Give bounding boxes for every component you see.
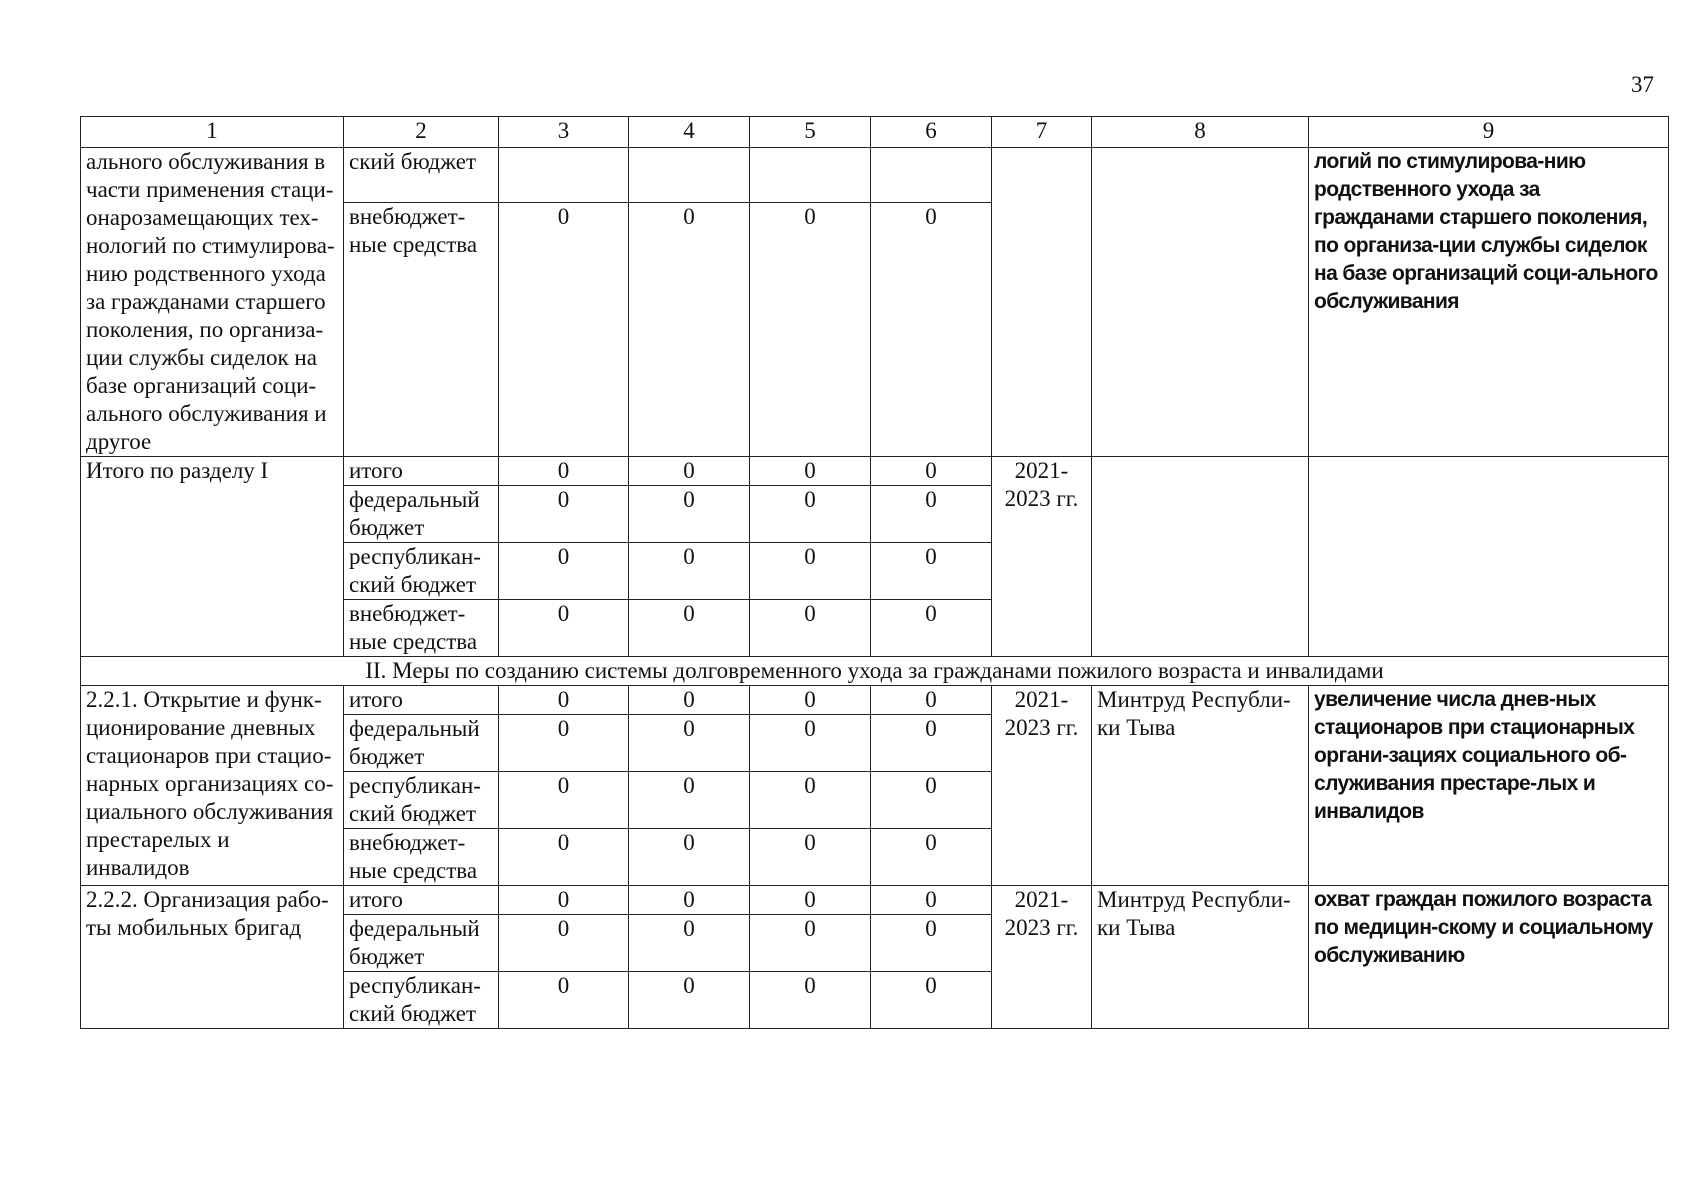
- funding-source-cell: федеральный бюджет: [344, 486, 499, 543]
- value-cell: 0: [499, 600, 629, 657]
- executor-cell: Минтруд Республи-ки Тыва: [1092, 886, 1309, 1029]
- value-cell: [499, 148, 629, 203]
- result-cell: [1309, 457, 1669, 657]
- value-cell: 0: [629, 886, 750, 915]
- funding-source-cell: республикан-ский бюджет: [344, 772, 499, 829]
- value-cell: 0: [750, 886, 871, 915]
- value-cell: 0: [871, 886, 992, 915]
- value-cell: 0: [871, 972, 992, 1029]
- value-cell: 0: [750, 543, 871, 600]
- value-cell: 0: [750, 203, 871, 457]
- value-cell: 0: [871, 915, 992, 972]
- header-cell: 5: [750, 117, 871, 148]
- value-cell: 0: [629, 829, 750, 886]
- value-cell: 0: [499, 915, 629, 972]
- value-cell: 0: [499, 972, 629, 1029]
- value-cell: 0: [629, 772, 750, 829]
- value-cell: 0: [629, 486, 750, 543]
- value-cell: 0: [629, 203, 750, 457]
- value-cell: 0: [629, 543, 750, 600]
- value-cell: 0: [871, 600, 992, 657]
- period-cell: 2021-2023 гг.: [992, 886, 1092, 1029]
- funding-source-cell: ский бюджет: [344, 148, 499, 203]
- value-cell: 0: [629, 972, 750, 1029]
- page-number: 37: [1631, 72, 1654, 97]
- value-cell: 0: [871, 543, 992, 600]
- funding-source-cell: внебюджет-ные средства: [344, 600, 499, 657]
- value-cell: 0: [629, 915, 750, 972]
- funding-source-cell: республикан-ский бюджет: [344, 972, 499, 1029]
- value-cell: 0: [750, 686, 871, 715]
- value-cell: 0: [750, 715, 871, 772]
- funding-source-cell: итого: [344, 686, 499, 715]
- value-cell: 0: [499, 543, 629, 600]
- period-cell: 2021-2023 гг.: [992, 457, 1092, 657]
- header-cell: 2: [344, 117, 499, 148]
- header-cell: 1: [81, 117, 344, 148]
- value-cell: [629, 148, 750, 203]
- value-cell: 0: [499, 457, 629, 486]
- value-cell: 0: [871, 686, 992, 715]
- funding-source-cell: федеральный бюджет: [344, 715, 499, 772]
- value-cell: 0: [629, 715, 750, 772]
- value-cell: 0: [629, 457, 750, 486]
- activity-cell: 2.2.1. Открытие и функ-ционирование дневных стационаров при стацио-нарных организациях со-циального обслуживания престарелых и инвалидов: [81, 686, 344, 886]
- result-cell: увеличение числа днев-ных стационаров при стационарных органи-зациях социального об-служивания престаре-лых и инвалидов: [1309, 686, 1669, 886]
- period-cell: 2021-2023 гг.: [992, 686, 1092, 886]
- value-cell: [871, 148, 992, 203]
- funding-source-cell: федеральный бюджет: [344, 915, 499, 972]
- value-cell: 0: [499, 829, 629, 886]
- table-row: [81, 886, 1669, 915]
- value-cell: 0: [871, 715, 992, 772]
- activity-cell: ального обслуживания в части применения стаци-онарозамещающих тех-нологий по стимулирова-нию родственного ухода за гражданами старшего поколения, по организа-ции службы сиделок на базе организаций соци-ального обслуживания и другое: [81, 148, 344, 457]
- result-cell: логий по стимулирова-нию родственного ухода за гражданами старшего поколения, по организа-ции службы сиделок на базе организаций соци-ального обслуживания: [1309, 148, 1669, 457]
- header-cell: 6: [871, 117, 992, 148]
- header-cell: 3: [499, 117, 629, 148]
- value-cell: 0: [499, 886, 629, 915]
- value-cell: 0: [499, 203, 629, 457]
- value-cell: 0: [750, 972, 871, 1029]
- value-cell: 0: [871, 829, 992, 886]
- header-cell: 7: [992, 117, 1092, 148]
- value-cell: 0: [750, 600, 871, 657]
- value-cell: 0: [629, 600, 750, 657]
- executor-cell: [1092, 457, 1309, 657]
- activity-cell: 2.2.2. Организация рабо-ты мобильных бригад: [81, 886, 344, 1029]
- value-cell: 0: [871, 486, 992, 543]
- funding-source-cell: итого: [344, 457, 499, 486]
- result-cell: охват граждан пожилого возраста по медицин-скому и социальному обслуживанию: [1309, 886, 1669, 1029]
- value-cell: 0: [750, 915, 871, 972]
- activity-cell: Итого по разделу I: [81, 457, 344, 657]
- value-cell: 0: [750, 486, 871, 543]
- value-cell: 0: [871, 203, 992, 457]
- executor-cell: Минтруд Республи-ки Тыва: [1092, 686, 1309, 886]
- header-cell: 4: [629, 117, 750, 148]
- header-cell: 9: [1309, 117, 1669, 148]
- value-cell: 0: [750, 829, 871, 886]
- value-cell: 0: [499, 715, 629, 772]
- funding-source-cell: внебюджет-ные средства: [344, 829, 499, 886]
- section-title-row: [81, 657, 1669, 686]
- value-cell: 0: [871, 772, 992, 829]
- period-cell: [992, 148, 1092, 457]
- header-row: [81, 117, 1669, 148]
- table-row: [81, 457, 1669, 486]
- executor-cell: [1092, 148, 1309, 457]
- value-cell: 0: [499, 686, 629, 715]
- funding-source-cell: республикан-ский бюджет: [344, 543, 499, 600]
- value-cell: 0: [629, 686, 750, 715]
- value-cell: 0: [871, 457, 992, 486]
- value-cell: 0: [750, 457, 871, 486]
- program-table: [80, 116, 1669, 1029]
- funding-source-cell: внебюджет-ные средства: [344, 203, 499, 457]
- value-cell: 0: [750, 772, 871, 829]
- table-row: [81, 148, 1669, 203]
- funding-source-cell: итого: [344, 886, 499, 915]
- value-cell: 0: [499, 772, 629, 829]
- section-title: II. Меры по созданию системы долговременного ухода за гражданами пожилого возраста и инвалидами: [81, 657, 1669, 686]
- table-row: [81, 686, 1669, 715]
- value-cell: [750, 148, 871, 203]
- value-cell: 0: [499, 486, 629, 543]
- header-cell: 8: [1092, 117, 1309, 148]
